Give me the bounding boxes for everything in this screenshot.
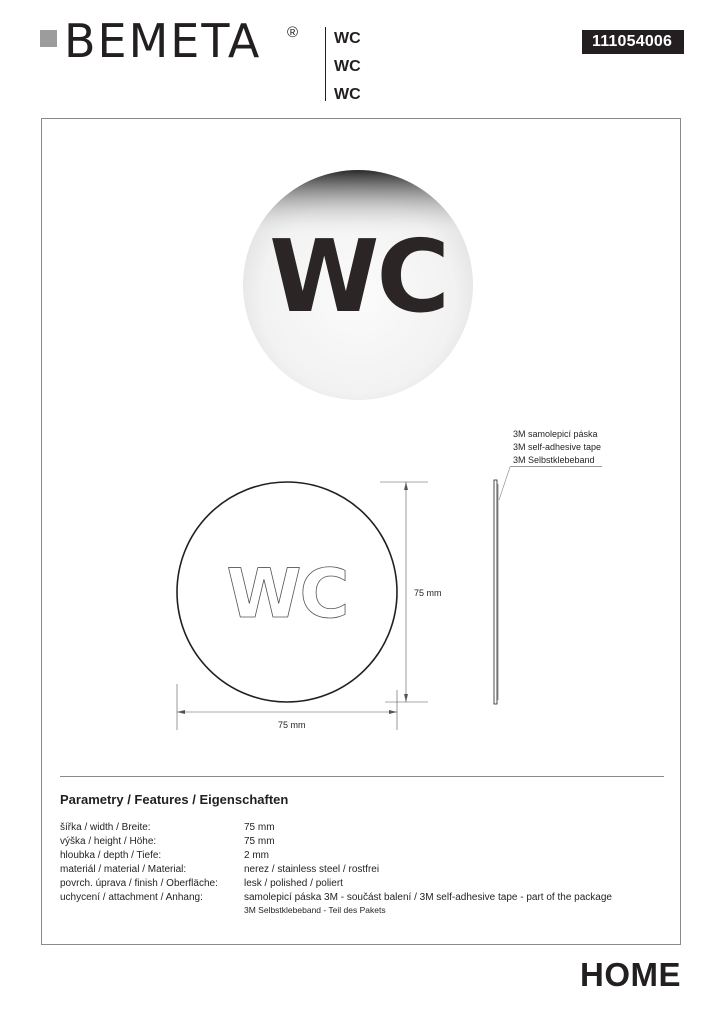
section-divider [60, 776, 664, 777]
param-value: nerez / stainless steel / rostfrei [244, 864, 380, 875]
product-name-de: WC [334, 86, 361, 103]
side-profile-plate [494, 480, 497, 704]
sign-text: WC [269, 218, 447, 335]
param-label: materiál / material / Material: [60, 864, 187, 875]
tape-label-underline [510, 466, 602, 467]
category-label: HOME [580, 956, 681, 993]
param-value: 2 mm [244, 850, 269, 861]
product-code-badge: 111054006 [582, 30, 684, 54]
tape-leader [499, 467, 510, 500]
param-attachment-extra: 3M Selbstklebeband - Teil des Pakets [244, 905, 386, 915]
product-name-en: WC [334, 58, 361, 75]
dim-arrow-left [177, 710, 185, 714]
registered-mark: ® [287, 24, 299, 41]
width-dimension-label: 75 mm [278, 720, 306, 730]
param-label: výška / height / Höhe: [60, 836, 157, 847]
brand-logo: BEMETA [64, 14, 262, 68]
param-value: lesk / polished / poliert [244, 878, 343, 889]
param-label: hloubka / depth / Tiefe: [60, 850, 162, 861]
product-photo [230, 170, 490, 400]
dim-arrow-right [389, 710, 397, 714]
param-value: 75 mm [244, 822, 275, 833]
dim-arrow-down [404, 694, 408, 702]
outline-sign-text: WC [226, 555, 348, 634]
tape-label [513, 428, 601, 467]
product-name-cz: WC [334, 30, 361, 47]
product-names [334, 25, 361, 109]
parameters-title: Parametry / Features / Eigenschaften [60, 792, 289, 807]
brand-logo-mark [40, 30, 57, 47]
param-label: šířka / width / Breite: [60, 822, 151, 833]
height-dimension-label: 75 mm [414, 588, 442, 598]
param-value: 75 mm [244, 836, 275, 847]
param-label: uchycení / attachment / Anhang: [60, 892, 203, 903]
param-value: samolepicí páska 3M - součást balení / 3M self-adhesive tape - part of the package [244, 892, 612, 903]
dim-arrow-up [404, 482, 408, 490]
tape-label-en: 3M self-adhesive tape [513, 442, 602, 452]
technical-drawing [160, 420, 520, 740]
tape-label-de: 3M Selbstklebeband [513, 455, 595, 465]
param-label: povrch. úprava / finish / Oberfläche: [60, 878, 218, 889]
header-divider [325, 27, 326, 101]
tape-label-cz: 3M samolepicí páska [513, 429, 598, 439]
